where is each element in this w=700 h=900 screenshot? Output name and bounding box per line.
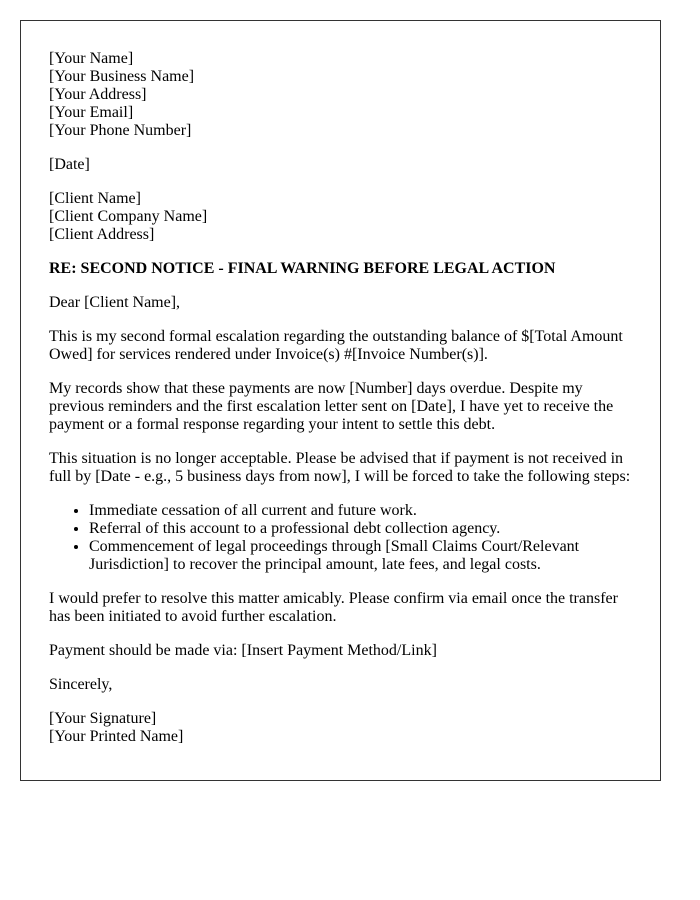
sender-block [49, 50, 632, 140]
sender-phone: [Your Phone Number] [49, 122, 192, 139]
recipient-address: [Client Address] [49, 226, 155, 243]
steps-list [49, 502, 632, 574]
date-block [49, 156, 632, 174]
sender-business-name: [Your Business Name] [49, 68, 195, 85]
recipient-block [49, 190, 632, 244]
list-item: • Commencement of legal proceedings through [Small Claims Court/Relevant Jurisdiction] to recover the principal amount, late fees, and legal costs. [89, 538, 632, 574]
recipient-name: [Client Name] [49, 190, 141, 207]
list-item: • Referral of this account to a professional debt collection agency. [89, 520, 632, 538]
printed-name: [Your Printed Name] [49, 728, 184, 745]
recipient-company: [Client Company Name] [49, 208, 208, 225]
body-paragraph: This situation is no longer acceptable. Please be advised that if payment is not received in full by [Date - e.g., 5 business days from now], I will be forced to take the following steps: [49, 450, 631, 485]
signature-block [49, 710, 632, 746]
subject-line: RE: SECOND NOTICE - FINAL WARNING BEFORE LEGAL ACTION [49, 260, 556, 277]
sign-off: Sincerely, [49, 676, 113, 693]
list-item: • Immediate cessation of all current and future work. [89, 502, 632, 520]
payment-instructions: Payment should be made via: [Insert Payment Method/Link] [49, 642, 437, 659]
sender-address: [Your Address] [49, 86, 147, 103]
signature: [Your Signature] [49, 710, 157, 727]
letter-document [20, 20, 661, 781]
closing-paragraph: I would prefer to resolve this matter amicably. Please confirm via email once the transfer has been initiated to avoid further escalation. [49, 590, 618, 625]
salutation: Dear [Client Name], [49, 294, 181, 311]
letter-date: [Date] [49, 156, 90, 173]
body-paragraph: This is my second formal escalation regarding the outstanding balance of $[Total Amount Owed] for services rendered under Invoice(s) #[Invoice Number(s)]. [49, 328, 623, 363]
sender-name: [Your Name] [49, 50, 134, 67]
sender-email: [Your Email] [49, 104, 134, 121]
body-paragraph: My records show that these payments are now [Number] days overdue. Despite my previous reminders and the first escalation letter sent on [Date], I have yet to receive the payment or a formal response regarding your intent to settle this debt. [49, 380, 614, 433]
